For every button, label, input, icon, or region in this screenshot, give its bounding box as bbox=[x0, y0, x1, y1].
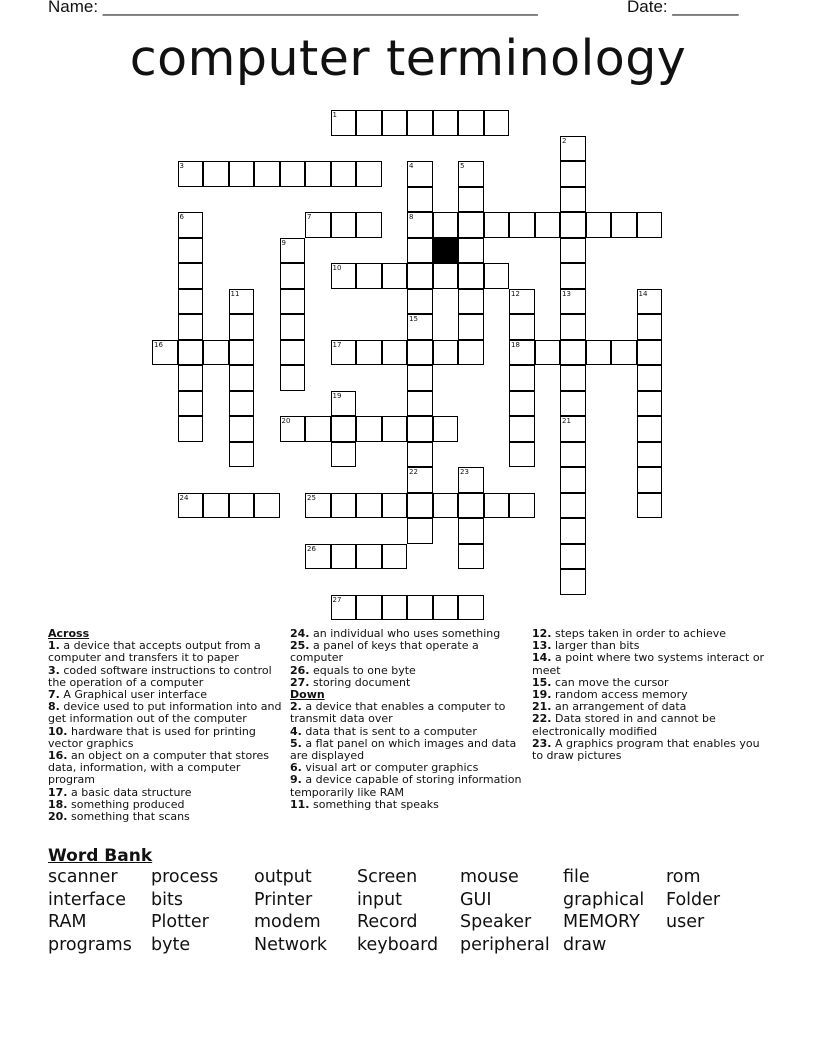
clue-number-label: 11. bbox=[290, 797, 310, 811]
clue-number: 17 bbox=[332, 340, 342, 349]
grid-cell[interactable] bbox=[305, 161, 331, 187]
grid-cell[interactable] bbox=[458, 238, 484, 264]
grid-cell[interactable] bbox=[560, 340, 586, 366]
word-bank-word: bits bbox=[151, 890, 183, 910]
grid-cell[interactable] bbox=[509, 493, 535, 519]
clue-item bbox=[48, 701, 284, 725]
grid-cell[interactable] bbox=[535, 212, 561, 238]
clue-item bbox=[290, 774, 526, 798]
grid-cell[interactable] bbox=[407, 187, 433, 213]
clue-number-label: 21. bbox=[532, 700, 552, 714]
grid-cell[interactable] bbox=[637, 212, 663, 238]
word-bank-word: user bbox=[666, 912, 705, 932]
grid-cell[interactable] bbox=[331, 544, 357, 570]
grid-cell[interactable] bbox=[407, 595, 433, 621]
grid-cell[interactable] bbox=[637, 416, 663, 442]
clue-text: a flat panel on which images and data are displayed bbox=[290, 736, 517, 763]
word-bank-word: mouse bbox=[460, 867, 519, 887]
grid-cell[interactable] bbox=[433, 340, 459, 366]
grid-cell[interactable] bbox=[305, 493, 331, 519]
grid-cell[interactable] bbox=[560, 518, 586, 544]
grid-cell[interactable] bbox=[229, 416, 255, 442]
grid-cell[interactable] bbox=[382, 340, 408, 366]
clue-text: storing document bbox=[313, 675, 411, 689]
grid-cell[interactable] bbox=[560, 263, 586, 289]
grid-cell[interactable] bbox=[229, 340, 255, 366]
grid-cell[interactable] bbox=[407, 161, 433, 187]
grid-cell[interactable] bbox=[458, 595, 484, 621]
grid-cell[interactable] bbox=[509, 416, 535, 442]
word-bank-word: modem bbox=[254, 912, 321, 932]
clue-item bbox=[48, 665, 284, 689]
clue-number-label: 14. bbox=[532, 651, 552, 665]
grid-cell[interactable] bbox=[331, 493, 357, 519]
clues-column-2 bbox=[290, 628, 526, 811]
name-field: Name: ______________________________________________ bbox=[48, 0, 538, 16]
clue-text: something that scans bbox=[71, 810, 190, 824]
word-bank-word: Printer bbox=[254, 890, 313, 910]
grid-cell[interactable] bbox=[586, 340, 612, 366]
clue-number-label: 20. bbox=[48, 810, 68, 824]
grid-cell[interactable] bbox=[356, 595, 382, 621]
clue-number: 19 bbox=[332, 391, 342, 400]
clue-item bbox=[532, 738, 768, 762]
grid-cell[interactable] bbox=[254, 161, 280, 187]
clue-item bbox=[290, 640, 526, 664]
grid-cell[interactable] bbox=[356, 161, 382, 187]
clue-number: 23 bbox=[460, 468, 469, 476]
grid-cell[interactable] bbox=[356, 263, 382, 289]
grid-cell[interactable] bbox=[331, 110, 357, 136]
grid-cell[interactable] bbox=[484, 263, 510, 289]
grid-cell[interactable] bbox=[382, 493, 408, 519]
clue-number-label: 8. bbox=[48, 700, 60, 714]
word-bank-word: Folder bbox=[666, 890, 721, 910]
grid-cell[interactable] bbox=[637, 493, 663, 519]
grid-cell[interactable] bbox=[560, 467, 586, 493]
clue-number-label: 10. bbox=[48, 724, 68, 738]
clue-text: hardware that is used for printing vector graphics bbox=[48, 724, 256, 750]
clue-text: can move the cursor bbox=[555, 675, 669, 689]
clue-number-label: 26. bbox=[290, 663, 310, 677]
grid-cell[interactable] bbox=[458, 340, 484, 366]
clue-number-label: 5. bbox=[290, 736, 302, 750]
clue-section-heading: Across bbox=[48, 627, 90, 640]
clues-column-3 bbox=[532, 628, 768, 762]
grid-cell[interactable] bbox=[356, 493, 382, 519]
grid-cell[interactable] bbox=[356, 544, 382, 570]
clue-section-heading: Down bbox=[290, 688, 325, 702]
word-bank-word: graphical bbox=[563, 890, 645, 910]
grid-cell[interactable] bbox=[178, 161, 204, 187]
grid-cell[interactable] bbox=[560, 136, 586, 162]
grid-cell[interactable] bbox=[280, 416, 306, 442]
clue-number: 24 bbox=[179, 493, 189, 502]
grid-cell[interactable] bbox=[305, 212, 331, 238]
grid-cell[interactable] bbox=[637, 442, 663, 468]
grid-cell[interactable] bbox=[305, 416, 331, 442]
clue-number-label: 18. bbox=[48, 797, 68, 811]
word-bank-word: interface bbox=[48, 890, 127, 910]
clue-number: 20 bbox=[281, 417, 291, 425]
grid-cell[interactable] bbox=[203, 493, 229, 519]
clue-number-label: 16. bbox=[48, 749, 68, 763]
grid-cell[interactable] bbox=[280, 161, 306, 187]
grid-cell[interactable] bbox=[586, 212, 612, 238]
clue-text: an arrangement of data bbox=[555, 700, 687, 714]
word-bank-word: output bbox=[254, 867, 312, 887]
grid-cell[interactable] bbox=[382, 595, 408, 621]
grid-cell[interactable] bbox=[152, 340, 178, 366]
clues-column-1 bbox=[48, 628, 284, 823]
clue-number: 16 bbox=[154, 340, 163, 349]
clue-number: 4 bbox=[409, 162, 414, 170]
grid-cell[interactable] bbox=[407, 314, 433, 340]
grid-cell[interactable] bbox=[331, 263, 357, 289]
clue-text: a device capable of storing information temporarily like RAM bbox=[290, 773, 522, 799]
grid-cell[interactable] bbox=[229, 289, 255, 315]
clue-number: 25 bbox=[307, 493, 316, 502]
clue-number-label: 6. bbox=[290, 761, 302, 775]
grid-cell[interactable] bbox=[203, 161, 229, 187]
clue-number-label: 4. bbox=[290, 724, 302, 738]
clue-number: 2 bbox=[562, 136, 567, 145]
grid-cell[interactable] bbox=[280, 314, 306, 340]
grid-cell[interactable] bbox=[509, 289, 535, 315]
clue-number-label: 12. bbox=[532, 627, 552, 640]
grid-cell[interactable] bbox=[356, 110, 382, 136]
grid-cell[interactable] bbox=[331, 442, 357, 468]
grid-cell[interactable] bbox=[407, 442, 433, 468]
grid-cell[interactable] bbox=[178, 212, 204, 238]
grid-cell[interactable] bbox=[407, 518, 433, 544]
grid-cell[interactable] bbox=[331, 161, 357, 187]
clue-item bbox=[532, 652, 768, 676]
clue-item bbox=[48, 750, 284, 787]
grid-cell[interactable] bbox=[458, 187, 484, 213]
grid-cell[interactable] bbox=[407, 391, 433, 417]
grid-cell[interactable] bbox=[407, 416, 433, 442]
grid-cell[interactable] bbox=[331, 595, 357, 621]
clue-number-label: 7. bbox=[48, 688, 60, 702]
clue-number-label: 1. bbox=[48, 639, 60, 653]
grid-cell[interactable] bbox=[407, 263, 433, 289]
word-bank-word: Speaker bbox=[460, 912, 532, 932]
clue-item bbox=[290, 799, 526, 811]
grid-cell[interactable] bbox=[203, 340, 229, 366]
grid-cell[interactable] bbox=[331, 416, 357, 442]
clue-item bbox=[290, 677, 526, 689]
word-bank-word: keyboard bbox=[357, 935, 439, 955]
grid-block bbox=[433, 238, 459, 264]
grid-cell[interactable] bbox=[509, 442, 535, 468]
grid-cell[interactable] bbox=[229, 391, 255, 417]
word-bank-word: input bbox=[357, 890, 403, 910]
grid-cell[interactable] bbox=[535, 340, 561, 366]
grid-cell[interactable] bbox=[611, 340, 637, 366]
clue-text: steps taken in order to achieve bbox=[555, 627, 727, 640]
grid-cell[interactable] bbox=[433, 493, 459, 519]
word-bank-word: Network bbox=[254, 935, 328, 955]
clue-number: 9 bbox=[281, 238, 286, 247]
grid-cell[interactable] bbox=[560, 238, 586, 264]
grid-cell[interactable] bbox=[178, 238, 204, 264]
clue-item bbox=[48, 726, 284, 750]
clue-number: 12 bbox=[511, 289, 520, 298]
grid-cell[interactable] bbox=[637, 391, 663, 417]
clue-text: A Graphical user interface bbox=[63, 688, 208, 702]
clue-number: 15 bbox=[409, 315, 418, 323]
grid-cell[interactable] bbox=[560, 544, 586, 570]
grid-cell[interactable] bbox=[178, 365, 204, 391]
grid-cell[interactable] bbox=[560, 416, 586, 442]
grid-cell[interactable] bbox=[280, 263, 306, 289]
grid-cell[interactable] bbox=[254, 493, 280, 519]
clue-text: larger than bits bbox=[555, 639, 640, 653]
grid-cell[interactable] bbox=[560, 314, 586, 340]
clue-number-label: 23. bbox=[532, 736, 552, 750]
grid-cell[interactable] bbox=[611, 212, 637, 238]
clue-text: coded software instructions to control the operation of a computer bbox=[48, 663, 272, 689]
grid-cell[interactable] bbox=[509, 340, 535, 366]
clue-number: 11 bbox=[230, 289, 240, 298]
clue-text: visual art or computer graphics bbox=[305, 761, 479, 775]
word-bank-word: RAM bbox=[48, 912, 87, 932]
clue-number: 1 bbox=[332, 111, 337, 119]
clue-number: 5 bbox=[460, 162, 465, 170]
clue-item bbox=[290, 738, 526, 762]
grid-cell[interactable] bbox=[458, 161, 484, 187]
grid-cell[interactable] bbox=[433, 110, 459, 136]
grid-cell[interactable] bbox=[356, 340, 382, 366]
clue-number-label: 3. bbox=[48, 663, 60, 677]
grid-cell[interactable] bbox=[484, 110, 510, 136]
grid-cell[interactable] bbox=[229, 493, 255, 519]
clue-text: a device that enables a computer to transmit data over bbox=[290, 700, 506, 726]
grid-cell[interactable] bbox=[280, 340, 306, 366]
grid-cell[interactable] bbox=[458, 212, 484, 238]
grid-cell[interactable] bbox=[637, 314, 663, 340]
grid-cell[interactable] bbox=[382, 110, 408, 136]
grid-cell[interactable] bbox=[458, 263, 484, 289]
clue-text: an object on a computer that stores data, information, with a computer program bbox=[48, 749, 269, 787]
clue-text: Data stored in and cannot be electronically modified bbox=[532, 712, 716, 738]
grid-cell[interactable] bbox=[229, 442, 255, 468]
clue-text: a panel of keys that operate a computer bbox=[290, 639, 479, 665]
word-bank-word: rom bbox=[666, 867, 701, 887]
clue-number: 7 bbox=[307, 213, 312, 221]
grid-cell[interactable] bbox=[509, 314, 535, 340]
grid-cell[interactable] bbox=[509, 365, 535, 391]
clue-number-label: 9. bbox=[290, 773, 302, 787]
clue-number-label: 17. bbox=[48, 785, 68, 799]
grid-cell[interactable] bbox=[560, 212, 586, 238]
clue-item bbox=[48, 811, 284, 823]
grid-cell[interactable] bbox=[382, 416, 408, 442]
grid-cell[interactable] bbox=[458, 493, 484, 519]
clue-text: a device that accepts output from a computer and transfers it to paper bbox=[48, 639, 261, 665]
clue-number: 18 bbox=[511, 340, 520, 349]
grid-cell[interactable] bbox=[560, 391, 586, 417]
clue-text: an individual who uses something bbox=[313, 627, 501, 640]
word-bank-word: draw bbox=[563, 935, 607, 955]
clue-number-label: 19. bbox=[532, 688, 552, 702]
grid-cell[interactable] bbox=[484, 212, 510, 238]
clue-item bbox=[532, 713, 768, 737]
clue-number: 21 bbox=[562, 417, 571, 425]
grid-cell[interactable] bbox=[178, 493, 204, 519]
grid-cell[interactable] bbox=[331, 340, 357, 366]
grid-cell[interactable] bbox=[178, 263, 204, 289]
grid-cell[interactable] bbox=[560, 442, 586, 468]
grid-cell[interactable] bbox=[178, 416, 204, 442]
grid-cell[interactable] bbox=[356, 416, 382, 442]
grid-cell[interactable] bbox=[560, 569, 586, 595]
grid-cell[interactable] bbox=[560, 365, 586, 391]
clue-text: device used to put information into and get information out of the computer bbox=[48, 700, 282, 726]
grid-cell[interactable] bbox=[178, 314, 204, 340]
grid-cell[interactable] bbox=[560, 289, 586, 315]
word-bank-word: peripheral bbox=[460, 935, 550, 955]
grid-cell[interactable] bbox=[509, 212, 535, 238]
grid-cell[interactable] bbox=[509, 391, 535, 417]
grid-cell[interactable] bbox=[637, 467, 663, 493]
clue-number: 3 bbox=[179, 162, 184, 170]
grid-cell[interactable] bbox=[433, 212, 459, 238]
grid-cell[interactable] bbox=[560, 493, 586, 519]
clue-text: equals to one byte bbox=[313, 663, 416, 677]
grid-cell[interactable] bbox=[458, 544, 484, 570]
clue-number: 10 bbox=[332, 264, 342, 272]
grid-cell[interactable] bbox=[178, 391, 204, 417]
grid-cell[interactable] bbox=[280, 289, 306, 315]
clue-number-label: 25. bbox=[290, 639, 310, 653]
grid-cell[interactable] bbox=[178, 289, 204, 315]
grid-cell[interactable] bbox=[458, 314, 484, 340]
clue-text: a point where two systems interact or meet bbox=[532, 651, 765, 677]
word-bank-word: programs bbox=[48, 935, 132, 955]
grid-cell[interactable] bbox=[280, 238, 306, 264]
grid-cell[interactable] bbox=[458, 467, 484, 493]
clue-number: 6 bbox=[179, 213, 184, 221]
word-bank-word: byte bbox=[151, 935, 191, 955]
grid-cell[interactable] bbox=[407, 110, 433, 136]
grid-cell[interactable] bbox=[407, 212, 433, 238]
grid-cell[interactable] bbox=[484, 493, 510, 519]
grid-cell[interactable] bbox=[331, 391, 357, 417]
grid-cell[interactable] bbox=[178, 340, 204, 366]
clue-number-label: 13. bbox=[532, 639, 552, 653]
word-bank-word: Plotter bbox=[151, 912, 209, 932]
grid-cell[interactable] bbox=[560, 161, 586, 187]
word-bank-word: Record bbox=[357, 912, 418, 932]
grid-cell[interactable] bbox=[407, 467, 433, 493]
grid-cell[interactable] bbox=[560, 187, 586, 213]
grid-cell[interactable] bbox=[458, 289, 484, 315]
word-bank-word: process bbox=[151, 867, 219, 887]
clue-number: 27 bbox=[332, 595, 342, 604]
word-bank-word: file bbox=[563, 867, 590, 887]
grid-cell[interactable] bbox=[458, 518, 484, 544]
clue-text: a basic data structure bbox=[71, 785, 192, 799]
grid-cell[interactable] bbox=[407, 340, 433, 366]
clue-number: 14 bbox=[638, 289, 648, 298]
clue-text: random access memory bbox=[555, 688, 688, 702]
grid-cell[interactable] bbox=[433, 416, 459, 442]
grid-cell[interactable] bbox=[407, 289, 433, 315]
word-bank-word: scanner bbox=[48, 867, 118, 887]
date-field: Date: _______ bbox=[627, 0, 739, 16]
clue-number-label: 2. bbox=[290, 700, 302, 714]
clue-text: data that is sent to a computer bbox=[305, 724, 477, 738]
grid-cell[interactable] bbox=[637, 340, 663, 366]
grid-cell[interactable] bbox=[305, 544, 331, 570]
grid-cell[interactable] bbox=[433, 263, 459, 289]
grid-cell[interactable] bbox=[433, 595, 459, 621]
grid-cell[interactable] bbox=[407, 238, 433, 264]
grid-cell[interactable] bbox=[407, 365, 433, 391]
clue-number: 8 bbox=[409, 213, 414, 221]
clue-number: 22 bbox=[409, 468, 418, 476]
clue-text: something produced bbox=[71, 797, 185, 811]
grid-cell[interactable] bbox=[229, 365, 255, 391]
clue-item bbox=[48, 640, 284, 664]
clue-text: something that speaks bbox=[313, 797, 439, 811]
clue-number-label: 22. bbox=[532, 712, 552, 726]
word-bank-title: Word Bank bbox=[48, 846, 153, 866]
word-bank-word: MEMORY bbox=[563, 912, 640, 932]
clue-number-label: 24. bbox=[290, 627, 310, 640]
grid-cell[interactable] bbox=[637, 365, 663, 391]
grid-cell[interactable] bbox=[331, 212, 357, 238]
grid-cell[interactable] bbox=[229, 161, 255, 187]
clue-text: A graphics program that enables you to draw pictures bbox=[532, 736, 760, 763]
word-bank-word: GUI bbox=[460, 890, 492, 910]
grid-cell[interactable] bbox=[356, 212, 382, 238]
grid-cell[interactable] bbox=[280, 365, 306, 391]
grid-cell[interactable] bbox=[407, 493, 433, 519]
grid-cell[interactable] bbox=[458, 110, 484, 136]
clue-number-label: 27. bbox=[290, 675, 310, 689]
page-title: computer terminology bbox=[129, 30, 687, 87]
word-bank-word: Screen bbox=[357, 867, 418, 887]
grid-cell[interactable] bbox=[229, 314, 255, 340]
grid-cell[interactable] bbox=[382, 263, 408, 289]
clue-number: 13 bbox=[562, 289, 571, 298]
clue-number-label: 15. bbox=[532, 675, 552, 689]
grid-cell[interactable] bbox=[637, 289, 663, 315]
clue-item bbox=[290, 701, 526, 725]
grid-cell[interactable] bbox=[382, 544, 408, 570]
clue-number: 26 bbox=[307, 544, 316, 553]
